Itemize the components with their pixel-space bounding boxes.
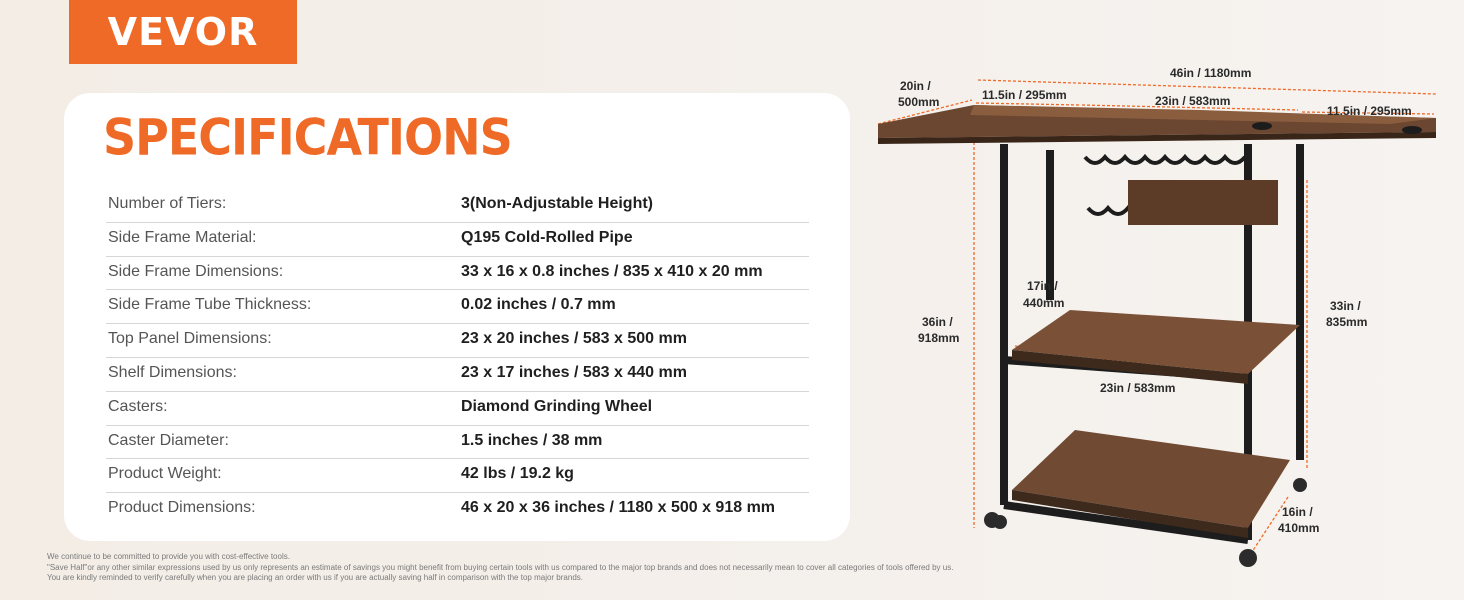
spec-label: Side Frame Material: — [108, 228, 257, 246]
table-row — [106, 459, 809, 493]
dim-depth-top: 500mm — [898, 95, 940, 109]
spec-value: 3(Non-Adjustable Height) — [461, 195, 653, 212]
dim-center-panel: 23in / 583mm — [1155, 94, 1231, 108]
product-diagram — [870, 60, 1450, 580]
spec-label: Caster Diameter: — [108, 431, 229, 449]
spec-value: 1.5 inches / 38 mm — [461, 431, 603, 449]
footnote-line: "Save Half"or any other similar expressions used by us only represents an estimate of savings you might benefit from buying certain tools with us compared to the major top brands and does not necessarily mean to cover all categories of tools offered by us. — [47, 562, 954, 572]
table-row — [106, 257, 809, 291]
spec-value: 33 x 16 x 0.8 inches / 835 x 410 x 20 mm — [461, 262, 763, 280]
dim-frame-depth: 410mm — [1278, 521, 1320, 535]
table-row — [106, 290, 809, 324]
wine-rack — [1085, 157, 1245, 163]
spec-value: Diamond Grinding Wheel — [461, 397, 653, 415]
dim-height: 918mm — [918, 331, 960, 345]
spec-label: Product Dimensions: — [108, 499, 256, 517]
dim-frame-depth: 16in / — [1282, 505, 1313, 519]
dim-height: 36in / — [922, 315, 953, 329]
table-row — [106, 392, 809, 426]
vevor-logo — [69, 0, 297, 64]
dim-frame-height: 33in / — [1330, 299, 1361, 313]
spec-label: Top Panel Dimensions: — [108, 330, 272, 348]
footnote-line: You are kindly reminded to verify carefully when you are placing an order with us if you are actually saving half in comparison with the top major brands. — [47, 573, 583, 582]
dim-depth-top: 20in / — [900, 79, 931, 93]
table-row — [106, 223, 809, 257]
back-panel — [1128, 180, 1278, 225]
spec-value: 42 lbs / 19.2 kg — [461, 465, 574, 483]
spec-value: Q195 Cold-Rolled Pipe — [461, 228, 633, 246]
spec-value: 23 x 20 inches / 583 x 500 mm — [461, 330, 687, 348]
dim-right-leaf: 11.5in / 295mm — [1327, 104, 1412, 118]
spec-label: Product Weight: — [108, 465, 222, 483]
spec-label: Casters: — [108, 397, 168, 415]
table-row — [106, 189, 809, 223]
dim-frame-height: 835mm — [1326, 315, 1368, 329]
spec-label: Side Frame Dimensions: — [108, 262, 284, 280]
middle-shelf — [1012, 310, 1300, 384]
dim-shelf-depth: 440mm — [1023, 296, 1065, 310]
dim-shelf-width: 23in / 583mm — [1100, 381, 1176, 395]
logo-text: VEVOR — [107, 10, 259, 54]
footnote-line: We continue to be committed to provide you with cost-effective tools. — [47, 552, 290, 561]
spec-label: Side Frame Tube Thickness: — [108, 296, 312, 314]
table-row — [106, 426, 809, 460]
table-row — [106, 358, 809, 392]
dim-total-width: 46in / 1180mm — [1170, 66, 1252, 80]
spec-label: Shelf Dimensions: — [108, 363, 237, 381]
footnote — [47, 552, 953, 584]
table-row — [106, 324, 809, 358]
page-title: SPECIFICATIONS — [103, 108, 512, 167]
spec-value: 23 x 17 inches / 583 x 440 mm — [461, 363, 687, 381]
spec-value: 46 x 20 x 36 inches / 1180 x 500 x 918 mm — [461, 499, 776, 517]
table-row — [106, 493, 809, 526]
spec-label: Number of Tiers: — [108, 195, 227, 212]
dim-left-leaf: 11.5in / 295mm — [982, 88, 1067, 102]
dim-shelf-depth: 17in / — [1027, 279, 1058, 293]
spec-value: 0.02 inches / 0.7 mm — [461, 296, 616, 314]
spec-table — [106, 189, 809, 526]
